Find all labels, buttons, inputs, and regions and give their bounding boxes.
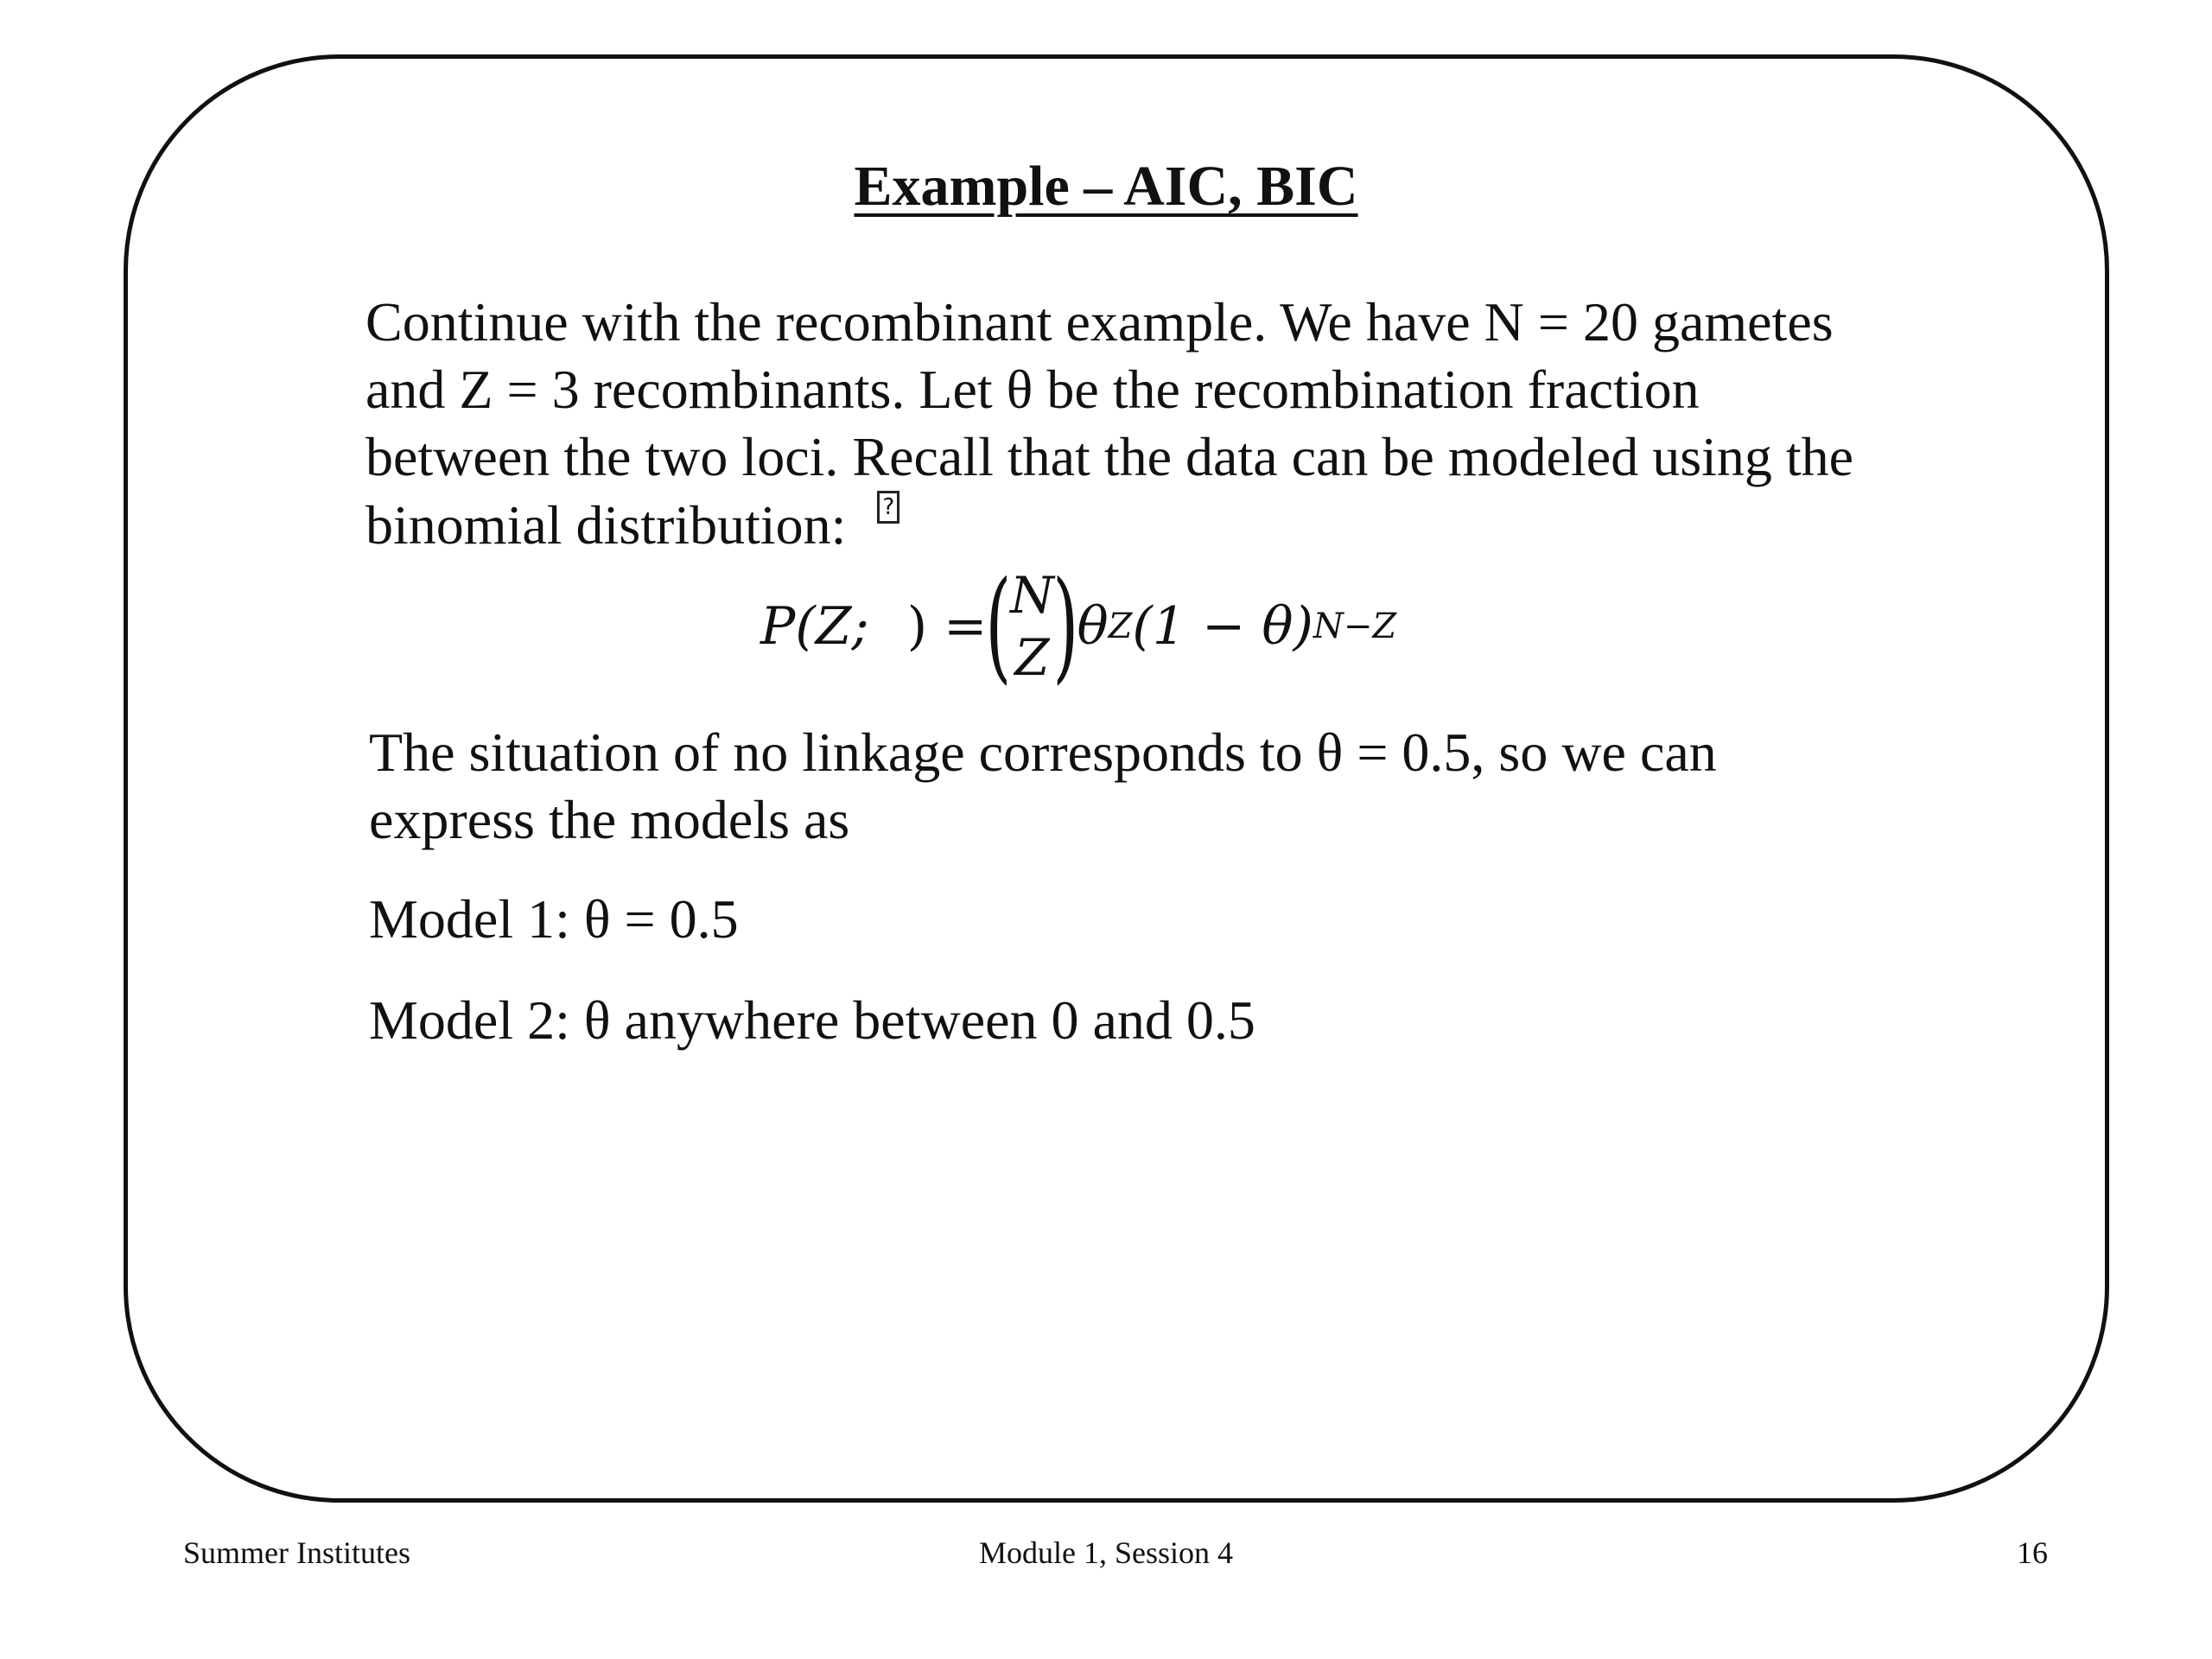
- footer-center: Module 1, Session 4: [978, 1535, 1233, 1570]
- intro-line: and Z = 3 recombinants. Let θ be the recombination fraction: [365, 359, 1700, 420]
- formula-theta: θ: [1077, 596, 1109, 657]
- binom-open-paren: (: [985, 556, 1012, 696]
- intro-line: [365, 491, 1853, 559]
- model-1-text: Model 1: θ = 0.5: [369, 888, 739, 950]
- footer-left: Summer Institutes: [183, 1535, 410, 1570]
- theta-exponent: Z: [1108, 607, 1133, 646]
- page-number: 16: [2017, 1535, 2048, 1570]
- binom-close-paren: ): [1052, 556, 1079, 696]
- binomial-formula: [760, 556, 1397, 696]
- no-linkage-line: The situation of no linkage corresponds to θ = 0.5, so we can: [369, 721, 1717, 783]
- intro-line: Continue with the recombinant example. We have N = 20 gametes: [365, 291, 1834, 353]
- binom-bottom: Z: [1014, 628, 1050, 687]
- no-linkage-paragraph: [369, 719, 1717, 854]
- intro-line-text: binomial distribution:: [365, 494, 847, 556]
- binom-top: N: [1010, 566, 1054, 625]
- formula-lhs-suffix: ) =: [906, 596, 988, 657]
- model-2-text: Model 2: θ anywhere between 0 and 0.5: [369, 989, 1255, 1051]
- factor-exponent: N−Z: [1313, 607, 1397, 646]
- intro-line: between the two loci. Recall that the data can be modeled using the: [365, 426, 1854, 487]
- formula-factor: (1 − θ): [1132, 596, 1313, 657]
- slide-title: Example – AIC, BIC: [854, 155, 1358, 218]
- missing-glyph-icon: ?: [877, 491, 899, 524]
- binomial-coefficient: [1010, 564, 1054, 689]
- no-linkage-line: express the models as: [369, 789, 850, 850]
- intro-paragraph: [365, 289, 1853, 559]
- formula-lhs-prefix: P(Z;: [760, 596, 869, 657]
